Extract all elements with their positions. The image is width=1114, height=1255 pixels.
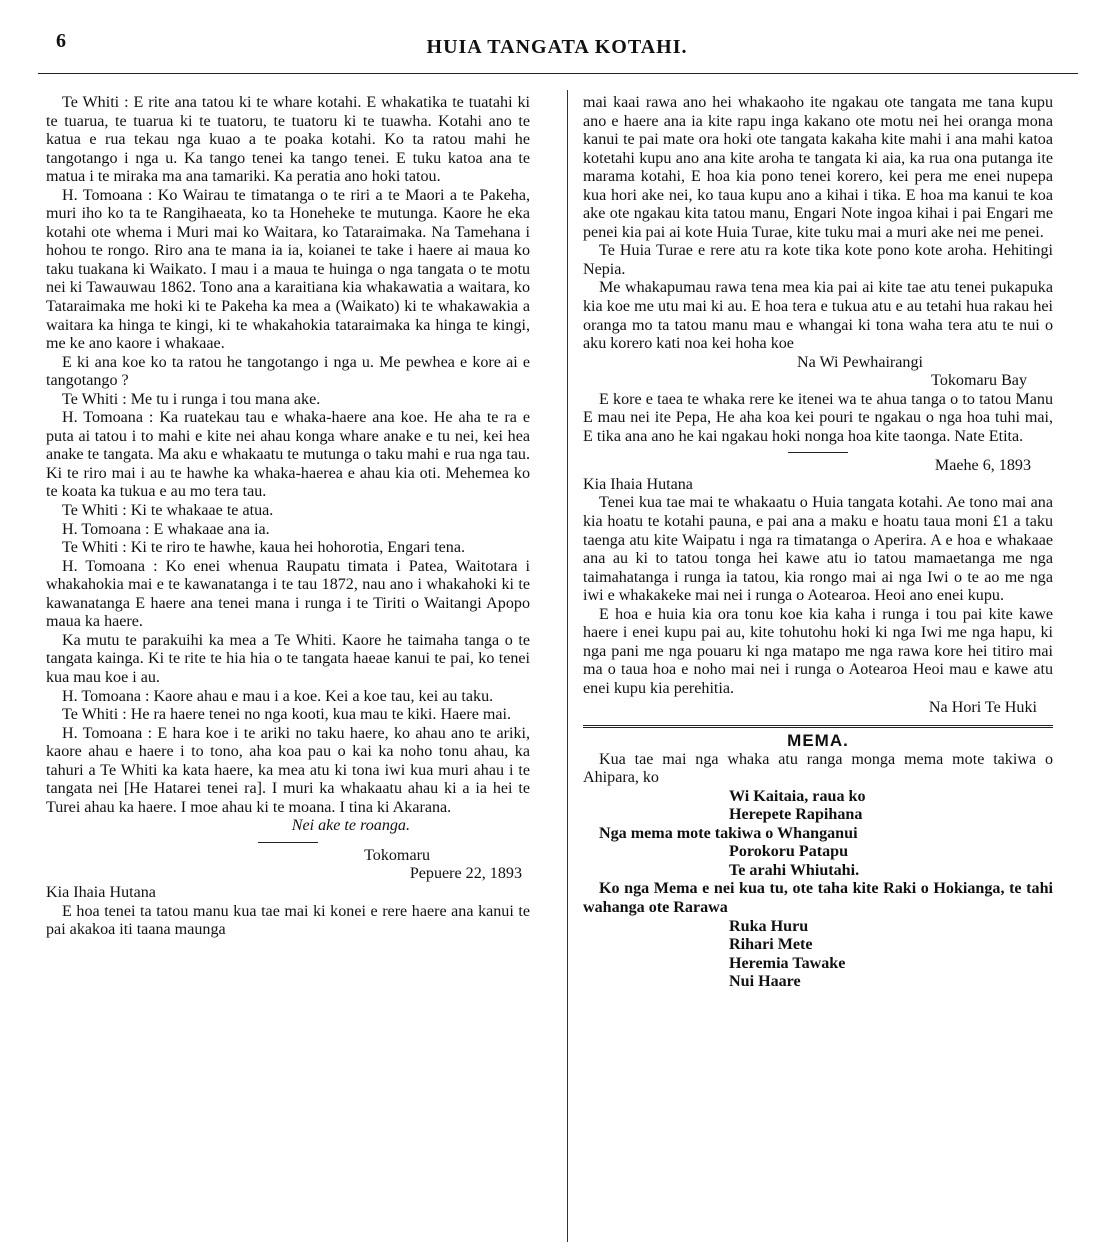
paragraph: Tenei kua tae mai te whakaatu o Huia tangata kotahi. Ae tono mai ana kia hoatu te kotahi pauna, e pai ana a maku e hoatu taua moni £1 a taku taenga atu kite Waipatu i nga ra timatanga o Aperira. A e hoa e whakaae ana au ki to tatou tonga hei kawe atu io tatou mamaetanga me nga taimahatanga i runga ia tatou, kia rongo mai ai nga Iwi o te ao me nga iwi e whakakeke mai nei i runga o Aotearoa. Heoi ano enei kupu.: [583, 494, 1053, 605]
letter-date: Pepuere 22, 1893: [409, 865, 522, 883]
letter-body: E hoa tenei ta tatou manu kua tae mai ki konei e rere haere ana kanui te pai akakoa iti taana maunga: [46, 902, 530, 939]
paragraph: H. Tomoana : Kaore ahau e mau i a koe. Kei a koe tau, kei au taku.: [62, 687, 494, 705]
mema-name: Heremia Tawake: [729, 954, 846, 972]
mema-name: Ruka Huru: [729, 917, 809, 935]
paragraph: Te Whiti : He ra haere tenei no nga kooti, kua mau te kiki. Haere mai.: [62, 706, 512, 724]
mema-name: Rihari Mete: [729, 936, 813, 954]
mema-name: Nui Haare: [729, 973, 801, 991]
mema-name: Herepete Rapihana: [729, 806, 863, 824]
paragraph: Me whakapumau rawa tena mea kia pai ai kite tae atu tenei pukapuka kia koe me utu mai ki au. E hoa tera e tukua atu e au tetahi hua rakau hei oranga mo ta tatou manu mau e whangai ki tona waha tera atu te nui o aku korero kati noa kei hoha koe: [583, 279, 1053, 353]
paragraph: H. Tomoana : E hara koe i te ariki no taku haere, ko ahau ano te ariki, kaore ahau e haere i to tono, aha koa pau o kai ka noho tonu ahau, ka tahuri a Te Whiti ka kata haere, ka mea atu ki tona iwi kua muri ahau i te tangata nei [He Hatarei tenei ra]. I muri ka whakaatu ahau ki a ia hei te Turei ahau ka haere. I moe ahau ki te moana. I tina ki Akarana.: [46, 724, 530, 816]
paragraph: Te Whiti : E rite ana tatou ki te whare kotahi. E whakatika te tuatahi ki te tuarua, te tuarua ki te tuatoru, te tuatoru ki te tuawha. Kotahi ano te katua e rua tekau nga kuao a te poaka kotahi. Ko ta ratou mahi he tangotango i nga u. Ka tango tenei ka tango tenei. E tuku katoa ana te matua i te miraka ma ana tamariki. Ka peratia ano hoki tatou.: [46, 94, 530, 186]
letter-signature: Na Hori Te Huki: [928, 698, 1037, 716]
page-title: HUIA TANGATA KOTAHI.: [426, 36, 688, 58]
letter-place: Tokomaru: [364, 846, 430, 864]
mema-section: [583, 732, 1053, 992]
double-rule: [583, 725, 1053, 728]
left-column: [46, 94, 530, 940]
mema-name: Te arahi Whiutahi.: [729, 861, 860, 879]
mema-intro: Nga mema mote takiwa o Whanganui: [599, 824, 858, 842]
paragraph: H. Tomoana : Ka ruatekau tau e whaka-haere ana koe. He aha te ra e puta ai tatou i to mahi e kite nei ahau konga whare anake e tu nei, kei hea anake te tangata. Ma aku e whakaatu te mutunga o taku mahi e rua nga tau. Ki te riro mai i au te hawhe ka whaka-haerea e ahau kia oti. Mehemea ko te koata ka tukua e au mo tera tau.: [46, 409, 530, 501]
letter-date: Maehe 6, 1893: [934, 457, 1031, 475]
section-divider: [258, 842, 318, 843]
page-number: 6: [56, 30, 66, 52]
mema-title: MEMA.: [787, 731, 849, 751]
mema-name: Porokoru Patapu: [729, 843, 849, 861]
paragraph: Te Whiti : Me tu i runga i tou mana ake.: [62, 390, 321, 408]
paragraph: H. Tomoana : Ko enei whenua Raupatu timata i Patea, Waitotara i whakahokia mai e te kawanatanga i te tau 1872, nau ano i whakahoki ki te kawanatanga E haere ana tenei mana i runga i te Tiriti o Waitangi Apopo maua ka haere.: [46, 557, 530, 631]
paragraph: Te Whiti : Ki te whakaae te atua.: [62, 502, 274, 520]
mema-intro: Ko nga Mema e nei kua tu, ote taha kite Raki o Hokianga, te tahi wahanga ote Rarawa: [583, 880, 1053, 916]
letter-salutation: Kia Ihaia Hutana: [583, 475, 693, 493]
right-column: [583, 94, 1053, 992]
signature-place: Tokomaru Bay: [931, 372, 1027, 390]
paragraph: E kore e taea te whaka rere ke itenei wa te ahua tanga o to tatou Manu E mau nei ite Pepa, He aha koa kei pouri te ngakau o nga hoa tuhi mai, E tika ana ano he kai ngakau hoki nonga hoa kite taonga. Nate Etita.: [583, 390, 1053, 445]
paragraph: Te Whiti : Ki te riro te hawhe, kaua hei hohorotia, Engari tena.: [62, 539, 466, 557]
header-rule: [38, 73, 1078, 74]
paragraph: E hoa e huia kia ora tonu koe kia kaha i runga i tou pai kite kawe haere i enei kupu pai au, kite tohutohu hoki ki nga Iwi me nga hapu, ki nga pani me nga pouaru ki nga matapo me nga rawa kore hei titiro mai ma o taua hoa e noho mai nei i runga o Aotearoa Heoi mau e kawe atu enei kupu kia perehitia.: [583, 605, 1053, 697]
section-divider: [788, 452, 848, 453]
paragraph: mai kaai rawa ano hei whakaoho ite ngakau ote tangata me tana kupu ano e haere ana ia kite rapu inga kakano ote motu nei hei oranga mona kanui te pai mate ora hoki ote tangata kakaha kite mahi i ana mahi katoa kotetahi kupu ano ana kite aroha te tangata ki aia, ka rua ona putanga ite marama kotahi, E hoa kia pono tenei korero, kei pera me enei nupepa kua hori ake nei, ko taua kupu ano a kihai i tika. E hoa ma kanui te koa ake ote ngakau kita tatou manu, Engari Note ingoa kihai i pai Engari me penei kia pai ai kote Huia Turae, kite tuku mai a muri ake nei me penei.: [583, 94, 1053, 241]
paragraph: Te Huia Turae e rere atu ra kote tika kote pono kote aroha. Hehitingi Nepia.: [583, 242, 1053, 278]
paragraph: E ki ana koe ko ta ratou he tangotango i nga u. Me pewhea e kore ai e tangotango ?: [46, 353, 530, 390]
mema-intro: Kua tae mai nga whaka atu ranga monga mema mote takiwa o Ahipara, ko: [583, 750, 1053, 787]
mema-name: Wi Kaitaia, raua ko: [729, 787, 866, 805]
letter-salutation: Kia Ihaia Hutana: [46, 883, 156, 901]
paragraph: Ka mutu te parakuihi ka mea a Te Whiti. Kaore he taimaha tanga o te tangata kainga. Ki te rite te hia hia o te tangata haeae kanui te pai, ko tenei kua mau koe i au.: [46, 631, 530, 686]
paragraph: H. Tomoana : E whakaae ana ia.: [62, 520, 270, 538]
paragraph: H. Tomoana : Ko Wairau te timatanga o te riri a te Maori a te Pakeha, muri iho ko ta te Rangihaeata, ko ta Honeheke te mutunga. Kaore he eka kotahi ote whema i Muri mai ko Waitara, ko Tataraimaka. Na Tamehana i hohou te rongo. Riro ana te mana ia ia, koianei te take i haere ai maua ko taku tuakana ki Waikato. I mau i a maua te huinga o nga tangata o te motu nei ki Tawauwau 1862. Tono ana a karaitiana kia whakawatia a waitara, ko Tataraimaka me hoki ki te Pakeha ka mea a (Waikato) ki te whakawakia a waitara ka hinga te kingi, ki te whakahokia tataraimaka ka hinga te kingi, me ke ano kaore i whakaae.: [46, 186, 530, 353]
column-divider: [567, 90, 568, 1242]
continued-note: Nei ake te roanga.: [291, 817, 410, 835]
signature-name: Na Wi Pewhairangi: [797, 353, 923, 371]
